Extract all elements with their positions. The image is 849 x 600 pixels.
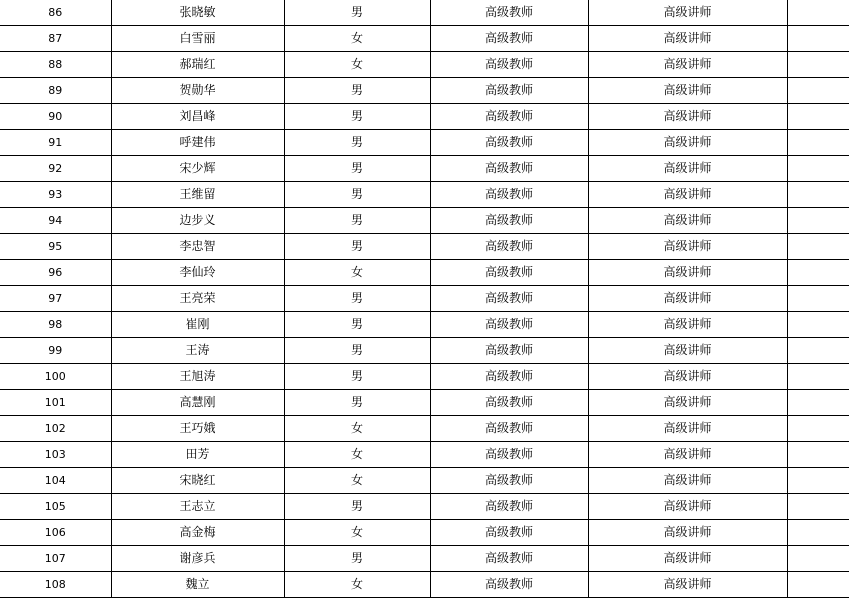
cell-number: 102 [0, 416, 111, 442]
cell-name: 白雪丽 [111, 26, 284, 52]
cell-teacher-title: 高级教师 [430, 234, 588, 260]
cell-note [787, 312, 849, 338]
cell-name: 贺勋华 [111, 78, 284, 104]
cell-teacher-title: 高级教师 [430, 182, 588, 208]
cell-gender: 男 [284, 78, 430, 104]
cell-teacher-title: 高级教师 [430, 468, 588, 494]
cell-teacher-title: 高级教师 [430, 208, 588, 234]
cell-note [787, 156, 849, 182]
table-row [0, 390, 849, 416]
cell-teacher-title: 高级教师 [430, 442, 588, 468]
cell-teacher-title: 高级教师 [430, 572, 588, 598]
table-row [0, 26, 849, 52]
cell-note [787, 416, 849, 442]
cell-name: 田芳 [111, 442, 284, 468]
cell-teacher-title: 高级教师 [430, 130, 588, 156]
cell-lecturer-title: 高级讲师 [588, 546, 787, 572]
table-row [0, 520, 849, 546]
cell-lecturer-title: 高级讲师 [588, 0, 787, 26]
cell-gender: 女 [284, 468, 430, 494]
cell-note [787, 78, 849, 104]
cell-gender: 女 [284, 520, 430, 546]
cell-teacher-title: 高级教师 [430, 0, 588, 26]
cell-name: 呼建伟 [111, 130, 284, 156]
cell-lecturer-title: 高级讲师 [588, 104, 787, 130]
table-row [0, 572, 849, 598]
cell-number: 90 [0, 104, 111, 130]
table-row [0, 468, 849, 494]
cell-gender: 男 [284, 130, 430, 156]
cell-name: 王涛 [111, 338, 284, 364]
cell-teacher-title: 高级教师 [430, 416, 588, 442]
cell-name: 高金梅 [111, 520, 284, 546]
cell-name: 郝瑞红 [111, 52, 284, 78]
table-row [0, 0, 849, 26]
cell-lecturer-title: 高级讲师 [588, 234, 787, 260]
cell-gender: 男 [284, 182, 430, 208]
cell-note [787, 208, 849, 234]
cell-note [787, 0, 849, 26]
cell-lecturer-title: 高级讲师 [588, 390, 787, 416]
cell-teacher-title: 高级教师 [430, 156, 588, 182]
cell-teacher-title: 高级教师 [430, 312, 588, 338]
cell-name: 刘昌峰 [111, 104, 284, 130]
cell-note [787, 520, 849, 546]
cell-lecturer-title: 高级讲师 [588, 130, 787, 156]
cell-note [787, 286, 849, 312]
cell-note [787, 442, 849, 468]
cell-note [787, 104, 849, 130]
cell-teacher-title: 高级教师 [430, 104, 588, 130]
cell-name: 边步义 [111, 208, 284, 234]
cell-lecturer-title: 高级讲师 [588, 442, 787, 468]
table-row [0, 130, 849, 156]
cell-teacher-title: 高级教师 [430, 52, 588, 78]
cell-teacher-title: 高级教师 [430, 390, 588, 416]
cell-lecturer-title: 高级讲师 [588, 338, 787, 364]
cell-name: 宋晓红 [111, 468, 284, 494]
table-row [0, 182, 849, 208]
cell-teacher-title: 高级教师 [430, 260, 588, 286]
cell-note [787, 494, 849, 520]
cell-number: 101 [0, 390, 111, 416]
table-row [0, 312, 849, 338]
cell-number: 95 [0, 234, 111, 260]
table-row [0, 104, 849, 130]
cell-gender: 男 [284, 312, 430, 338]
cell-number: 93 [0, 182, 111, 208]
cell-lecturer-title: 高级讲师 [588, 312, 787, 338]
cell-lecturer-title: 高级讲师 [588, 52, 787, 78]
cell-gender: 男 [284, 494, 430, 520]
cell-number: 99 [0, 338, 111, 364]
cell-note [787, 338, 849, 364]
cell-gender: 男 [284, 234, 430, 260]
cell-gender: 男 [284, 104, 430, 130]
cell-teacher-title: 高级教师 [430, 26, 588, 52]
cell-lecturer-title: 高级讲师 [588, 156, 787, 182]
cell-lecturer-title: 高级讲师 [588, 494, 787, 520]
cell-name: 高慧刚 [111, 390, 284, 416]
cell-gender: 男 [284, 338, 430, 364]
cell-note [787, 26, 849, 52]
cell-gender: 男 [284, 546, 430, 572]
cell-number: 104 [0, 468, 111, 494]
cell-note [787, 260, 849, 286]
cell-name: 张晓敏 [111, 0, 284, 26]
cell-teacher-title: 高级教师 [430, 520, 588, 546]
cell-gender: 男 [284, 0, 430, 26]
cell-note [787, 52, 849, 78]
cell-note [787, 130, 849, 156]
cell-lecturer-title: 高级讲师 [588, 520, 787, 546]
cell-note [787, 364, 849, 390]
cell-gender: 男 [284, 208, 430, 234]
cell-lecturer-title: 高级讲师 [588, 182, 787, 208]
cell-teacher-title: 高级教师 [430, 494, 588, 520]
table-row [0, 546, 849, 572]
cell-name: 王旭涛 [111, 364, 284, 390]
cell-number: 106 [0, 520, 111, 546]
cell-note [787, 572, 849, 598]
cell-gender: 女 [284, 442, 430, 468]
cell-number: 108 [0, 572, 111, 598]
cell-number: 92 [0, 156, 111, 182]
cell-teacher-title: 高级教师 [430, 364, 588, 390]
table-row [0, 286, 849, 312]
cell-lecturer-title: 高级讲师 [588, 364, 787, 390]
cell-lecturer-title: 高级讲师 [588, 78, 787, 104]
table-row [0, 260, 849, 286]
cell-lecturer-title: 高级讲师 [588, 286, 787, 312]
cell-lecturer-title: 高级讲师 [588, 468, 787, 494]
cell-note [787, 234, 849, 260]
cell-name: 魏立 [111, 572, 284, 598]
cell-number: 107 [0, 546, 111, 572]
cell-number: 88 [0, 52, 111, 78]
cell-number: 94 [0, 208, 111, 234]
cell-gender: 男 [284, 286, 430, 312]
cell-lecturer-title: 高级讲师 [588, 208, 787, 234]
table-row [0, 442, 849, 468]
cell-name: 谢彦兵 [111, 546, 284, 572]
cell-note [787, 390, 849, 416]
cell-lecturer-title: 高级讲师 [588, 416, 787, 442]
cell-gender: 女 [284, 26, 430, 52]
cell-number: 97 [0, 286, 111, 312]
cell-number: 96 [0, 260, 111, 286]
cell-name: 王巧娥 [111, 416, 284, 442]
cell-lecturer-title: 高级讲师 [588, 26, 787, 52]
cell-number: 103 [0, 442, 111, 468]
cell-gender: 男 [284, 390, 430, 416]
cell-number: 87 [0, 26, 111, 52]
cell-teacher-title: 高级教师 [430, 78, 588, 104]
cell-name: 王亮荣 [111, 286, 284, 312]
cell-lecturer-title: 高级讲师 [588, 572, 787, 598]
cell-teacher-title: 高级教师 [430, 546, 588, 572]
cell-teacher-title: 高级教师 [430, 286, 588, 312]
cell-name: 崔刚 [111, 312, 284, 338]
table-row [0, 364, 849, 390]
table-row [0, 494, 849, 520]
cell-number: 86 [0, 0, 111, 26]
cell-gender: 女 [284, 416, 430, 442]
cell-number: 98 [0, 312, 111, 338]
cell-note [787, 468, 849, 494]
cell-name: 王志立 [111, 494, 284, 520]
cell-lecturer-title: 高级讲师 [588, 260, 787, 286]
table-row [0, 234, 849, 260]
cell-number: 105 [0, 494, 111, 520]
cell-teacher-title: 高级教师 [430, 338, 588, 364]
cell-note [787, 182, 849, 208]
cell-name: 李忠智 [111, 234, 284, 260]
table-row [0, 416, 849, 442]
table-row [0, 338, 849, 364]
table-row [0, 208, 849, 234]
cell-number: 89 [0, 78, 111, 104]
cell-name: 宋少辉 [111, 156, 284, 182]
cell-name: 李仙玲 [111, 260, 284, 286]
cell-name: 王维留 [111, 182, 284, 208]
cell-gender: 女 [284, 52, 430, 78]
cell-gender: 男 [284, 156, 430, 182]
cell-gender: 女 [284, 572, 430, 598]
cell-number: 100 [0, 364, 111, 390]
cell-gender: 女 [284, 260, 430, 286]
cell-number: 91 [0, 130, 111, 156]
cell-gender: 男 [284, 364, 430, 390]
table-row [0, 78, 849, 104]
table-row [0, 156, 849, 182]
cell-note [787, 546, 849, 572]
table-row [0, 52, 849, 78]
